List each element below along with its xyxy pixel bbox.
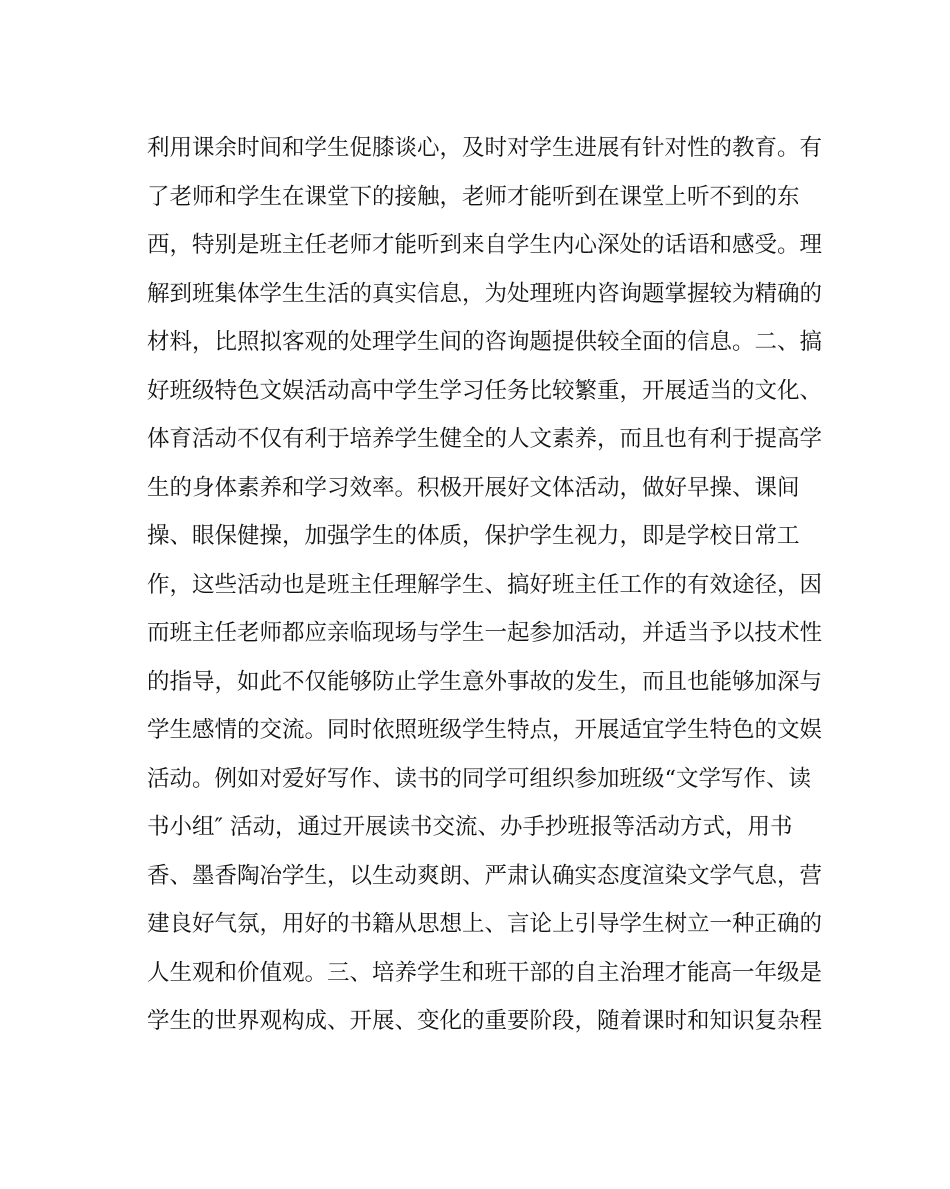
text-line: 作，这些活动也是班主任理解学生、搞好班主任工作的有效途径，因 [147,571,823,598]
text-line: 利用课余时间和学生促膝谈心，及时对学生进展有针对性的教育。有 [147,135,823,161]
text-line: 操、眼保健操，加强学生的体质，保护学生视力，即是学校日常工 [147,523,800,549]
text-line: 学生感情的交流。同时依照班级学生特点，开展适宜学生特色的文娱 [147,717,823,743]
text-line: 建良好气氛，用好的书籍从思想上、言论上引导学生树立一种正确的 [147,911,823,937]
text-line: 人生观和价值观。三、培养学生和班干部的自主治理才能高一年级是 [147,959,823,986]
text-line: 生的身体素养和学习效率。积极开展好文体活动，做好早操、课间 [147,474,800,501]
text-line: 的指导，如此不仅能够防止学生意外事故的发生，而且也能够加深与 [147,668,823,695]
text-line: 了老师和学生在课堂下的接触，老师才能听到在课堂上听不到的东 [147,183,800,210]
text-line: 体育活动不仅有利于培养学生健全的人文素养，而且也有利于提高学 [147,426,823,452]
text-line: 西，特别是班主任老师才能听到来自学生内心深处的话语和感受。理 [147,232,823,258]
text-line: 学生的世界观构成、开展、变化的重要阶段，随着课时和知识复杂程 [147,1008,823,1034]
text-line: 材料，比照拟客观的处理学生间的咨询题提供较全面的信息。二、搞 [147,329,823,355]
text-line: 书小组″ 活动，通过开展读书交流、办手抄班报等活动方式，用书 [147,814,793,840]
text-line: 解到班集体学生生活的真实信息，为处理班内咨询题掌握较为精确的 [147,280,823,307]
text-line: 香、墨香陶冶学生，以生动爽朗、严肃认确实态度渲染文学气息，营 [147,862,823,889]
text-line: 而班主任老师都应亲临现场与学生一起参加活动，并适当予以技术性 [147,620,823,646]
body-text [147,124,823,1046]
text-line: 好班级特色文娱活动高中学生学习任务比较繁重，开展适当的文化、 [147,377,823,404]
text-line: 活动。例如对爱好写作、读书的同学可组织参加班级“文学写作、读 [147,765,812,792]
